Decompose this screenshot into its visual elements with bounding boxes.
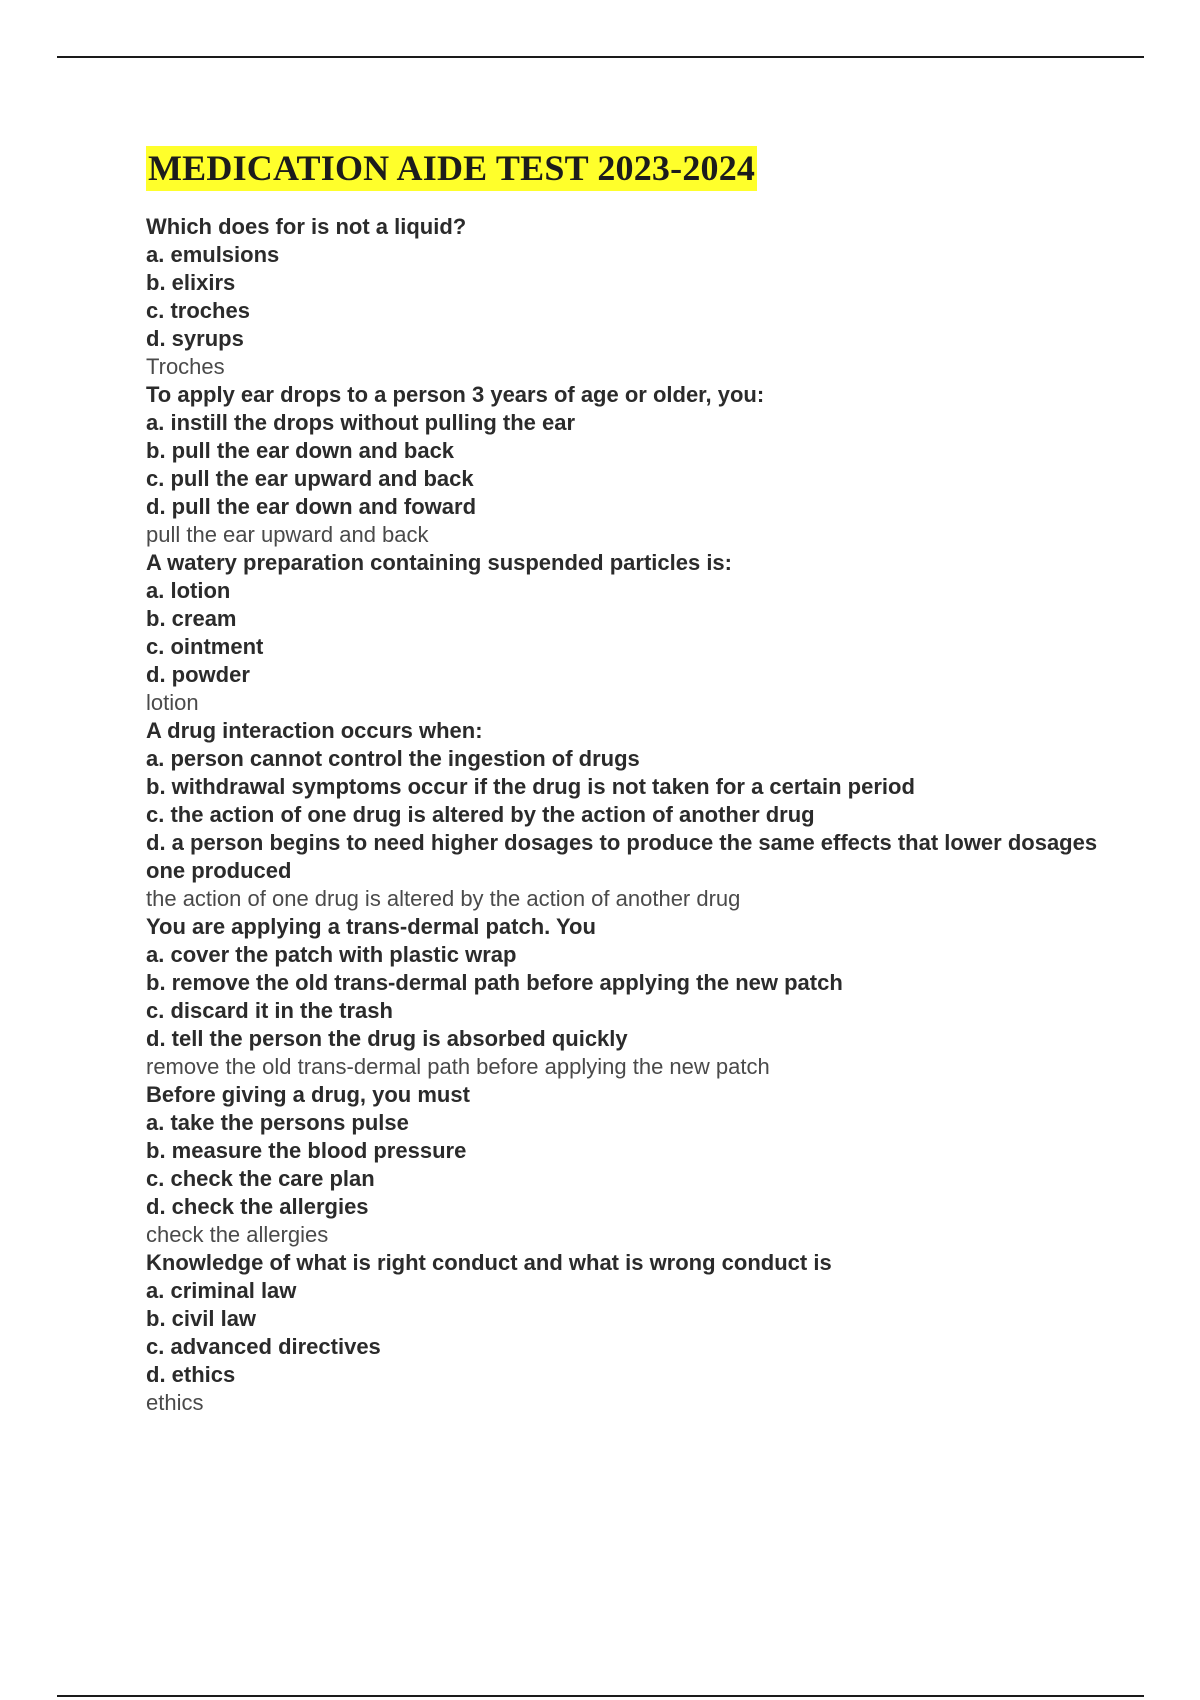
question-text: Knowledge of what is right conduct and what is wrong conduct is bbox=[146, 1250, 832, 1275]
document-title: MEDICATION AIDE TEST 2023-2024 bbox=[146, 146, 757, 191]
answer-option: b. measure the blood pressure bbox=[146, 1138, 467, 1163]
answer-option: c. advanced directives bbox=[146, 1334, 381, 1359]
answer-option: c. ointment bbox=[146, 634, 264, 659]
answer-option: c. pull the ear upward and back bbox=[146, 466, 474, 491]
question-block bbox=[146, 717, 1136, 913]
correct-answer: check the allergies bbox=[146, 1222, 329, 1247]
answer-option: c. discard it in the trash bbox=[146, 998, 393, 1023]
answer-option: a. criminal law bbox=[146, 1278, 297, 1303]
answer-option: d. tell the person the drug is absorbed quickly bbox=[146, 1026, 628, 1051]
question-text: You are applying a trans-dermal patch. You bbox=[146, 914, 596, 939]
question-block bbox=[146, 1081, 1136, 1249]
answer-option: b. civil law bbox=[146, 1306, 257, 1331]
correct-answer: remove the old trans-dermal path before applying the new patch bbox=[146, 1054, 770, 1079]
answer-option: b. withdrawal symptoms occur if the drug is not taken for a certain period bbox=[146, 774, 915, 799]
answer-option: d. powder bbox=[146, 662, 250, 687]
correct-answer: the action of one drug is altered by the action of another drug bbox=[146, 886, 741, 911]
question-text: Which does for is not a liquid? bbox=[146, 214, 467, 239]
answer-option: a. instill the drops without pulling the ear bbox=[146, 410, 576, 435]
question-text: A watery preparation containing suspended particles is: bbox=[146, 550, 732, 575]
bottom-rule bbox=[57, 1695, 1144, 1697]
question-text: Before giving a drug, you must bbox=[146, 1082, 470, 1107]
question-text: To apply ear drops to a person 3 years of age or older, you: bbox=[146, 382, 765, 407]
answer-option: d. ethics bbox=[146, 1362, 236, 1387]
answer-option: a. lotion bbox=[146, 578, 231, 603]
answer-option: d. syrups bbox=[146, 326, 244, 351]
answer-option: d. pull the ear down and foward bbox=[146, 494, 477, 519]
question-block bbox=[146, 913, 1136, 1081]
question-block bbox=[146, 213, 1136, 381]
answer-option: c. troches bbox=[146, 298, 250, 323]
answer-option: a. emulsions bbox=[146, 242, 280, 267]
answer-option: a. cover the patch with plastic wrap bbox=[146, 942, 517, 967]
question-block bbox=[146, 381, 1136, 549]
answer-option: a. take the persons pulse bbox=[146, 1110, 409, 1135]
answer-option: b. cream bbox=[146, 606, 237, 631]
correct-answer: ethics bbox=[146, 1390, 204, 1415]
question-text: A drug interaction occurs when: bbox=[146, 718, 483, 743]
correct-answer: Troches bbox=[146, 354, 225, 379]
document-content bbox=[146, 146, 1136, 1417]
answer-option: d. check the allergies bbox=[146, 1194, 369, 1219]
answer-option: b. remove the old trans-dermal path before applying the new patch bbox=[146, 970, 843, 995]
question-block bbox=[146, 1249, 1136, 1417]
answer-option: a. person cannot control the ingestion of drugs bbox=[146, 746, 640, 771]
answer-option: b. elixirs bbox=[146, 270, 236, 295]
top-rule bbox=[57, 56, 1144, 58]
answer-option: b. pull the ear down and back bbox=[146, 438, 455, 463]
question-block bbox=[146, 549, 1136, 717]
answer-option: c. the action of one drug is altered by the action of another drug bbox=[146, 802, 815, 827]
answer-option: c. check the care plan bbox=[146, 1166, 375, 1191]
answer-option: d. a person begins to need higher dosages to produce the same effects that lower dosages one produced bbox=[146, 830, 1098, 883]
correct-answer: lotion bbox=[146, 690, 199, 715]
correct-answer: pull the ear upward and back bbox=[146, 522, 429, 547]
